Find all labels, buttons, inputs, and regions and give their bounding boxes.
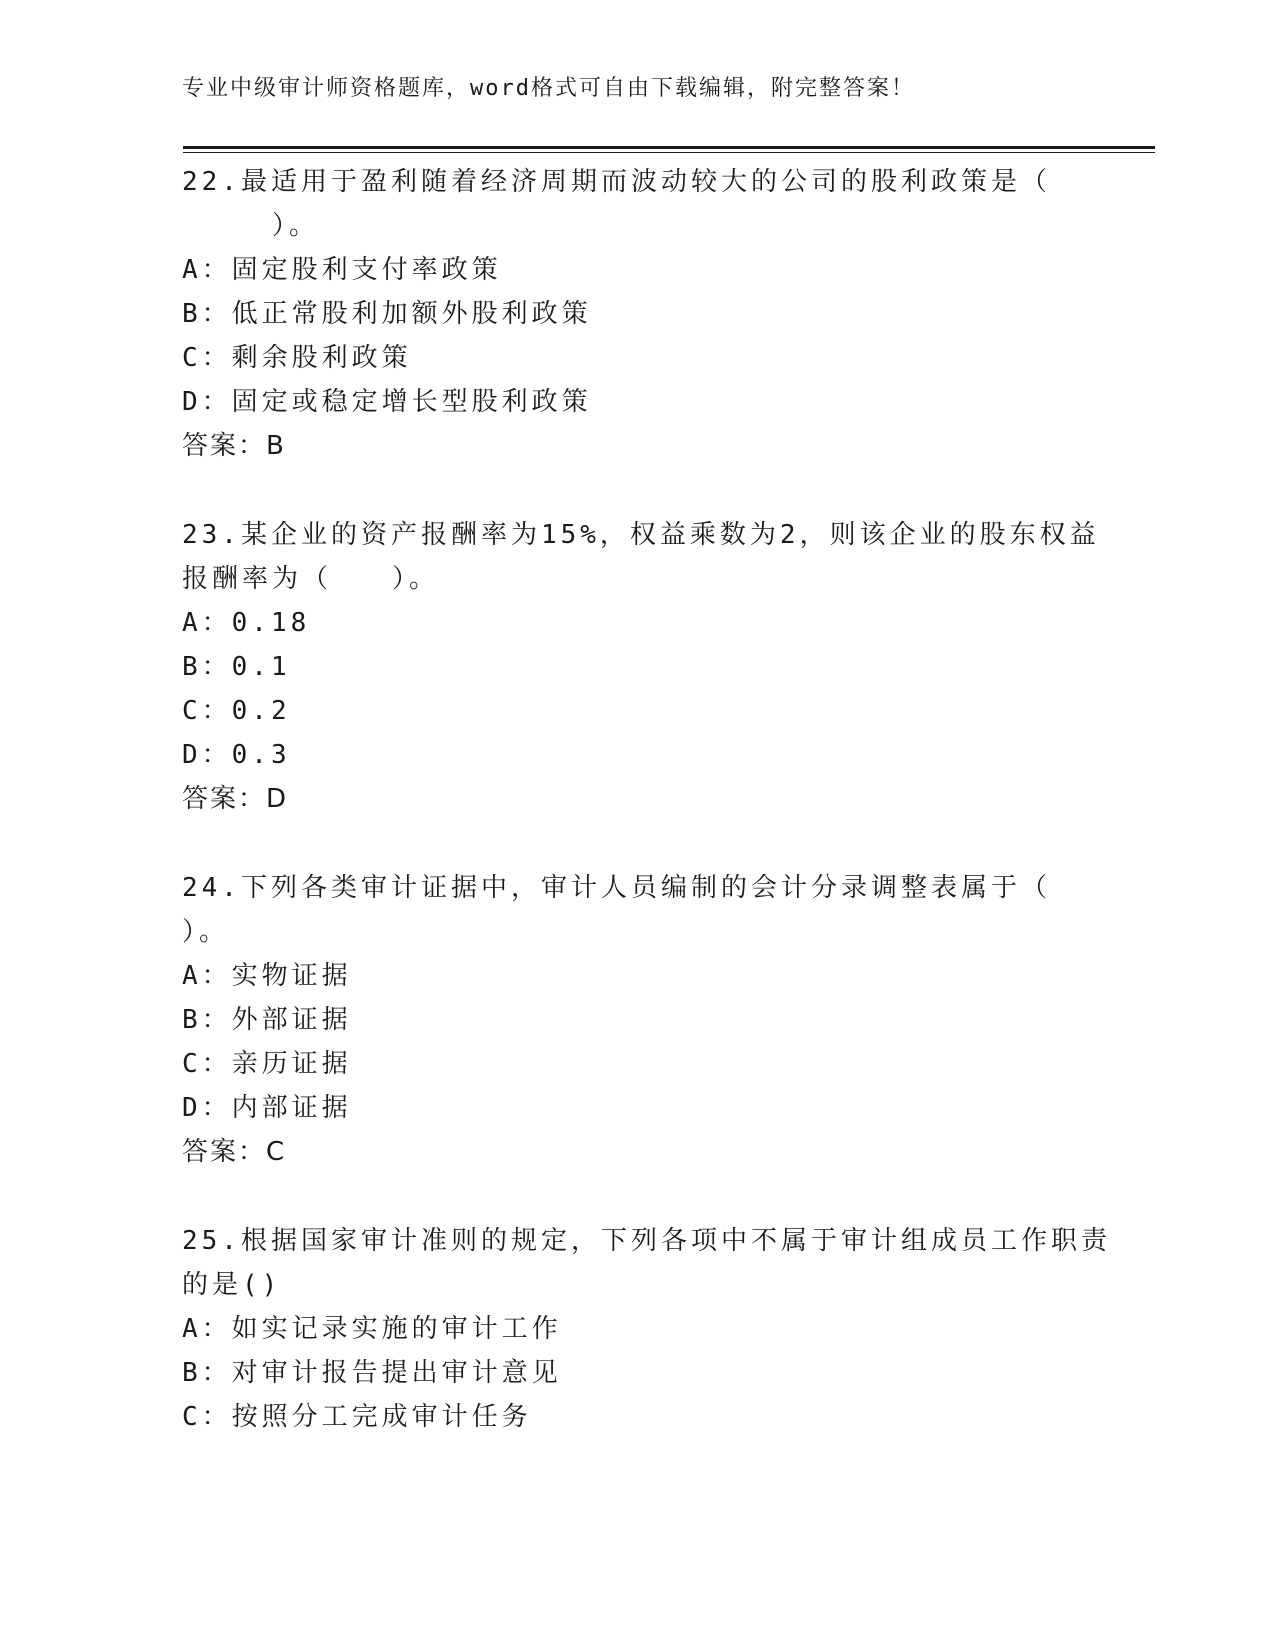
option-c: C：剩余股利政策	[182, 343, 412, 373]
question-stem-line: 的是()	[182, 1270, 282, 1300]
page-header: 专业中级审计师资格题库，word格式可自由下载编辑，附完整答案！	[182, 76, 915, 101]
option-b: B：外部证据	[182, 1005, 352, 1035]
option-d: D：内部证据	[182, 1093, 352, 1123]
option-b: B：对审计报告提出审计意见	[182, 1358, 562, 1388]
question-stem-line: 报酬率为（ ）。	[182, 564, 440, 594]
question-stem-line: 22.最适用于盈利随着经济周期而波动较大的公司的股利政策是（	[182, 167, 1051, 197]
answer-line: 答案：B	[182, 431, 286, 461]
answer-line: 答案：C	[182, 1137, 287, 1167]
option-c: C：亲历证据	[182, 1049, 352, 1079]
question-stem-line: ）。	[182, 211, 320, 241]
option-b: B：0.1	[182, 652, 291, 682]
answer-line: 答案：D	[182, 784, 289, 814]
question-stem-line: 24.下列各类审计证据中，审计人员编制的会计分录调整表属于（	[182, 873, 1051, 903]
option-a: A：0.18	[182, 608, 311, 638]
option-a: A：固定股利支付率政策	[182, 255, 502, 285]
question-list	[182, 160, 1142, 1484]
option-a: A：如实记录实施的审计工作	[182, 1314, 562, 1344]
option-a: A：实物证据	[182, 961, 352, 991]
question-stem-line: 25.根据国家审计准则的规定，下列各项中不属于审计组成员工作职责	[182, 1226, 1111, 1256]
question-24	[182, 866, 1142, 1174]
question-25	[182, 1219, 1142, 1439]
option-c: C：0.2	[182, 696, 291, 726]
question-stem-line: ）。	[182, 917, 230, 947]
question-stem-line: 23.某企业的资产报酬率为15%，权益乘数为2，则该企业的股东权益	[182, 520, 1100, 550]
option-d: D：固定或稳定增长型股利政策	[182, 387, 592, 417]
header-divider-thick	[183, 146, 1155, 149]
header-divider-thin	[183, 152, 1155, 153]
option-c: C：按照分工完成审计任务	[182, 1402, 532, 1432]
question-23	[182, 513, 1142, 821]
question-22	[182, 160, 1142, 468]
option-b: B：低正常股利加额外股利政策	[182, 299, 592, 329]
option-d: D：0.3	[182, 740, 291, 770]
